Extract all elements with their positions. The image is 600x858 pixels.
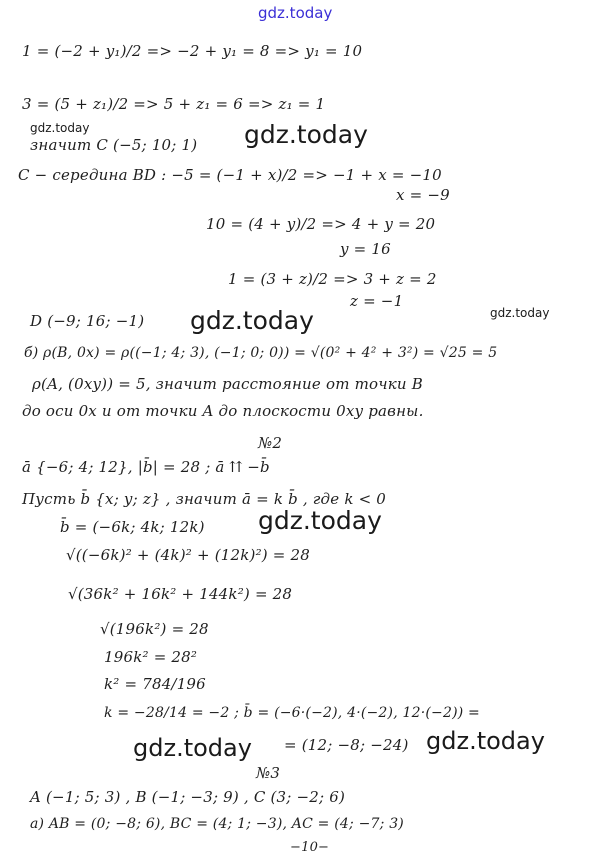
solution-line: √((−6k)² + (4k)² + (12k)²) = 28 [66, 546, 311, 564]
solution-line: значит C (−5; 10; 1) [30, 136, 198, 154]
solution-line: 1 = (−2 + y₁)/2 => −2 + y₁ = 8 => y₁ = 10 [22, 42, 363, 60]
watermark-top: gdz.today [258, 4, 333, 22]
solution-line: б) ρ(B, 0x) = ρ((−1; 4; 3), (−1; 0; 0)) = √(0² + 4² + 3²) = √25 = 5 [24, 345, 498, 361]
solution-line: √(36k² + 16k² + 144k²) = 28 [68, 585, 293, 603]
solution-line: k = −28/14 = −2 ; b̄ = (−6·(−2), 4·(−2), 12·(−2)) = [104, 705, 480, 721]
solution-line: √(196k²) = 28 [100, 620, 209, 638]
task-number: №2 [258, 434, 283, 452]
solution-line: Пусть b̄ {x; y; z} , значит ā = k b̄ , где k < 0 [22, 490, 387, 508]
solution-line: 3 = (5 + z₁)/2 => 5 + z₁ = 6 => z₁ = 1 [22, 95, 326, 113]
solution-line: x = −9 [396, 186, 450, 204]
solution-line: = (12; −8; −24) [284, 736, 409, 754]
solution-line: 1 = (3 + z)/2 => 3 + z = 2 [228, 270, 437, 288]
watermark: gdz.today [133, 734, 252, 762]
watermark: gdz.today [190, 306, 314, 335]
watermark: gdz.today [244, 120, 368, 149]
solution-line: A (−1; 5; 3) , B (−1; −3; 9) , C (3; −2; 6) [30, 788, 346, 806]
solution-line: C − середина BD : −5 = (−1 + x)/2 => −1 + x = −10 [18, 166, 442, 184]
solution-line: k² = 784/196 [104, 675, 206, 693]
solution-line: а) AB = (0; −8; 6), BC = (4; 1; −3), AC = (4; −7; 3) [30, 816, 404, 832]
watermark: gdz.today [490, 306, 550, 320]
solution-line: y = 16 [340, 240, 391, 258]
task-number: №3 [256, 764, 281, 782]
page-number: −10− [290, 840, 330, 855]
solution-line: b̄ = (−6k; 4k; 12k) [60, 518, 205, 536]
watermark: gdz.today [426, 727, 545, 755]
solution-line: ρ(A, (0xy)) = 5, значит расстояние от точки B [32, 375, 423, 393]
watermark: gdz.today [258, 506, 382, 535]
watermark: gdz.today [30, 121, 90, 135]
solution-line: 196k² = 28² [104, 648, 198, 666]
solution-line: ā {−6; 4; 12}, |b̄| = 28 ; ā ⇈ −b̄ [22, 458, 270, 476]
solution-line: 10 = (4 + y)/2 => 4 + y = 20 [206, 215, 436, 233]
solution-line: до оси 0x и от точки A до плоскости 0xy равны. [22, 402, 424, 420]
solution-line: D (−9; 16; −1) [30, 312, 145, 330]
solution-line: z = −1 [350, 292, 404, 310]
